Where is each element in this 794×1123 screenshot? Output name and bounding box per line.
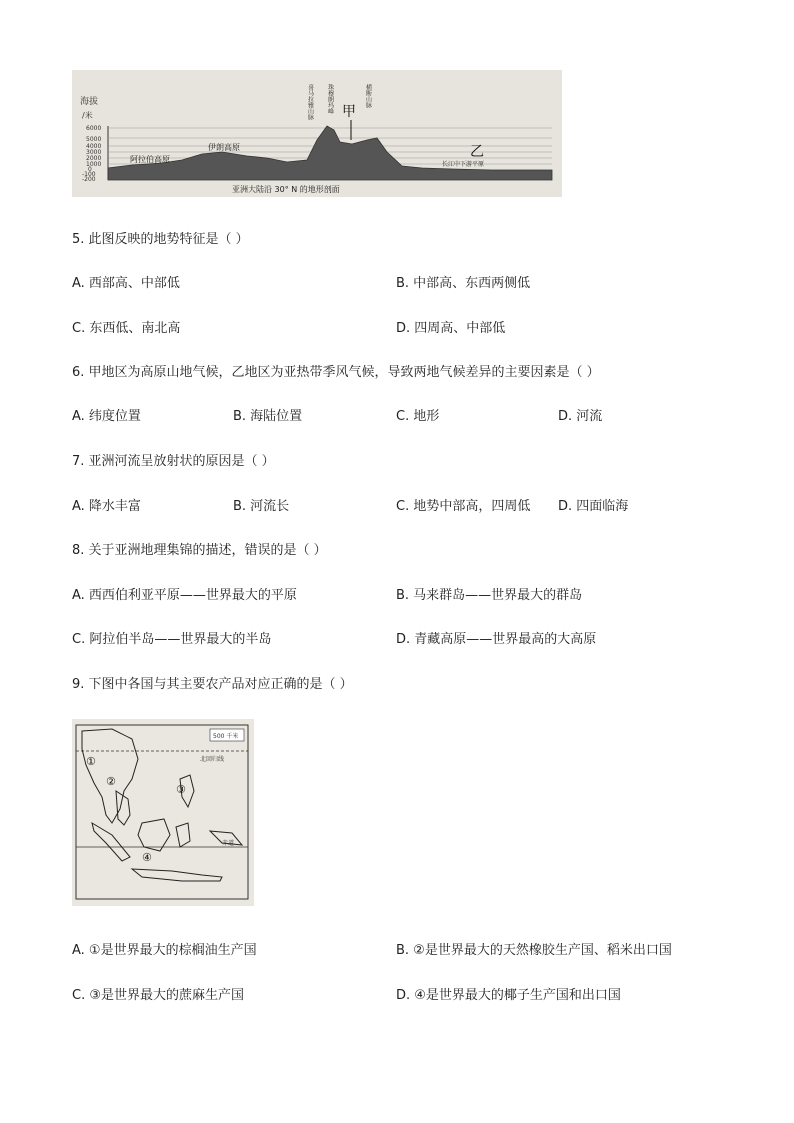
label-arabian-plateau: 阿拉伯高原 [130,155,170,164]
q8-option-a[interactable]: A. 西西伯利亚平原——世界最大的平原 [72,588,297,603]
question-9-stem: 9. 下图中各国与其主要农产品对应正确的是（ ） [72,677,353,692]
label-himalaya: 喜马拉雅山脉 [306,84,314,120]
label-jia: 甲 [342,104,356,120]
q8-option-d[interactable]: D. 青藏高原——世界最高的大高原 [396,632,597,647]
y-tick: 4000 [86,143,102,150]
question-6-stem: 6. 甲地区为高原山地气候，乙地区为亚热带季风气候，导致两地气候差异的主要因素是（ ） [72,365,600,380]
equator-label: 赤道 [222,840,235,847]
label-yi: 乙 [470,144,484,160]
question-5-stem: 5. 此图反映的地势特征是（ ） [72,232,249,247]
q9-option-d[interactable]: D. ④是世界最大的椰子生产国和出口国 [396,988,621,1003]
q7-option-c[interactable]: C. 地势中部高，四周低 [396,499,531,514]
q7-option-a[interactable]: A. 降水丰富 [72,499,141,514]
map-marker-4: ④ [142,851,152,864]
q9-option-b[interactable]: B. ②是世界最大的天然橡胶生产国、稻米出口国 [396,943,672,958]
q9-option-c[interactable]: C. ③是世界最大的蔗麻生产国 [72,988,244,1003]
y-tick: -200 [82,176,96,183]
y-tick: 2000 [86,155,102,162]
y-tick: 5000 [86,136,102,143]
label-yangtze-plain: 长江中下游平原 [442,161,485,168]
q5-option-c[interactable]: C. 东西低、南北高 [72,321,181,336]
q5-option-d[interactable]: D. 四周高、中部低 [396,321,506,336]
y-tick: 1000 [86,161,102,168]
label-hengduan: 横断山脉 [364,84,372,108]
y-tick: 6000 [86,125,102,132]
q8-option-b[interactable]: B. 马来群岛——世界最大的群岛 [396,588,583,603]
southeast-asia-map-figure [72,719,254,906]
tropic-label: 北回归线 [200,756,225,763]
q9-option-a[interactable]: A. ①是世界最大的棕榈油生产国 [72,943,257,958]
label-everest: 珠穆朗玛峰 [326,84,334,114]
y-axis-unit: /米 [82,111,93,120]
terrain-profile-figure [72,70,562,197]
q5-option-a[interactable]: A. 西部高、中部低 [72,276,180,291]
question-7-stem: 7. 亚洲河流呈放射状的原因是（ ） [72,454,275,469]
q5-option-b[interactable]: B. 中部高、东西两侧低 [396,276,531,291]
q6-option-b[interactable]: B. 海陆位置 [233,409,303,424]
question-8-stem: 8. 关于亚洲地理集锦的描述，错误的是（ ） [72,543,327,558]
q7-option-b[interactable]: B. 河流长 [233,499,290,514]
map-scale: 500 千米 [213,733,239,740]
label-iranian-plateau: 伊朗高原 [208,143,240,152]
q6-option-d[interactable]: D. 河流 [558,409,603,424]
q7-option-d[interactable]: D. 四面临海 [558,499,629,514]
y-tick: -100 [82,171,96,178]
map-marker-1: ① [86,755,96,768]
map-marker-3: ③ [176,783,186,796]
y-tick: 0 [88,166,92,173]
y-axis-title: 海拔 [80,97,99,107]
q6-option-c[interactable]: C. 地形 [396,409,440,424]
q6-option-a[interactable]: A. 纬度位置 [72,409,141,424]
map-marker-2: ② [106,775,116,788]
y-tick: 3000 [86,149,102,156]
q8-option-c[interactable]: C. 阿拉伯半岛——世界最大的半岛 [72,632,272,647]
profile-caption: 亚洲大陆沿 30° N 的地形剖面 [232,185,340,194]
